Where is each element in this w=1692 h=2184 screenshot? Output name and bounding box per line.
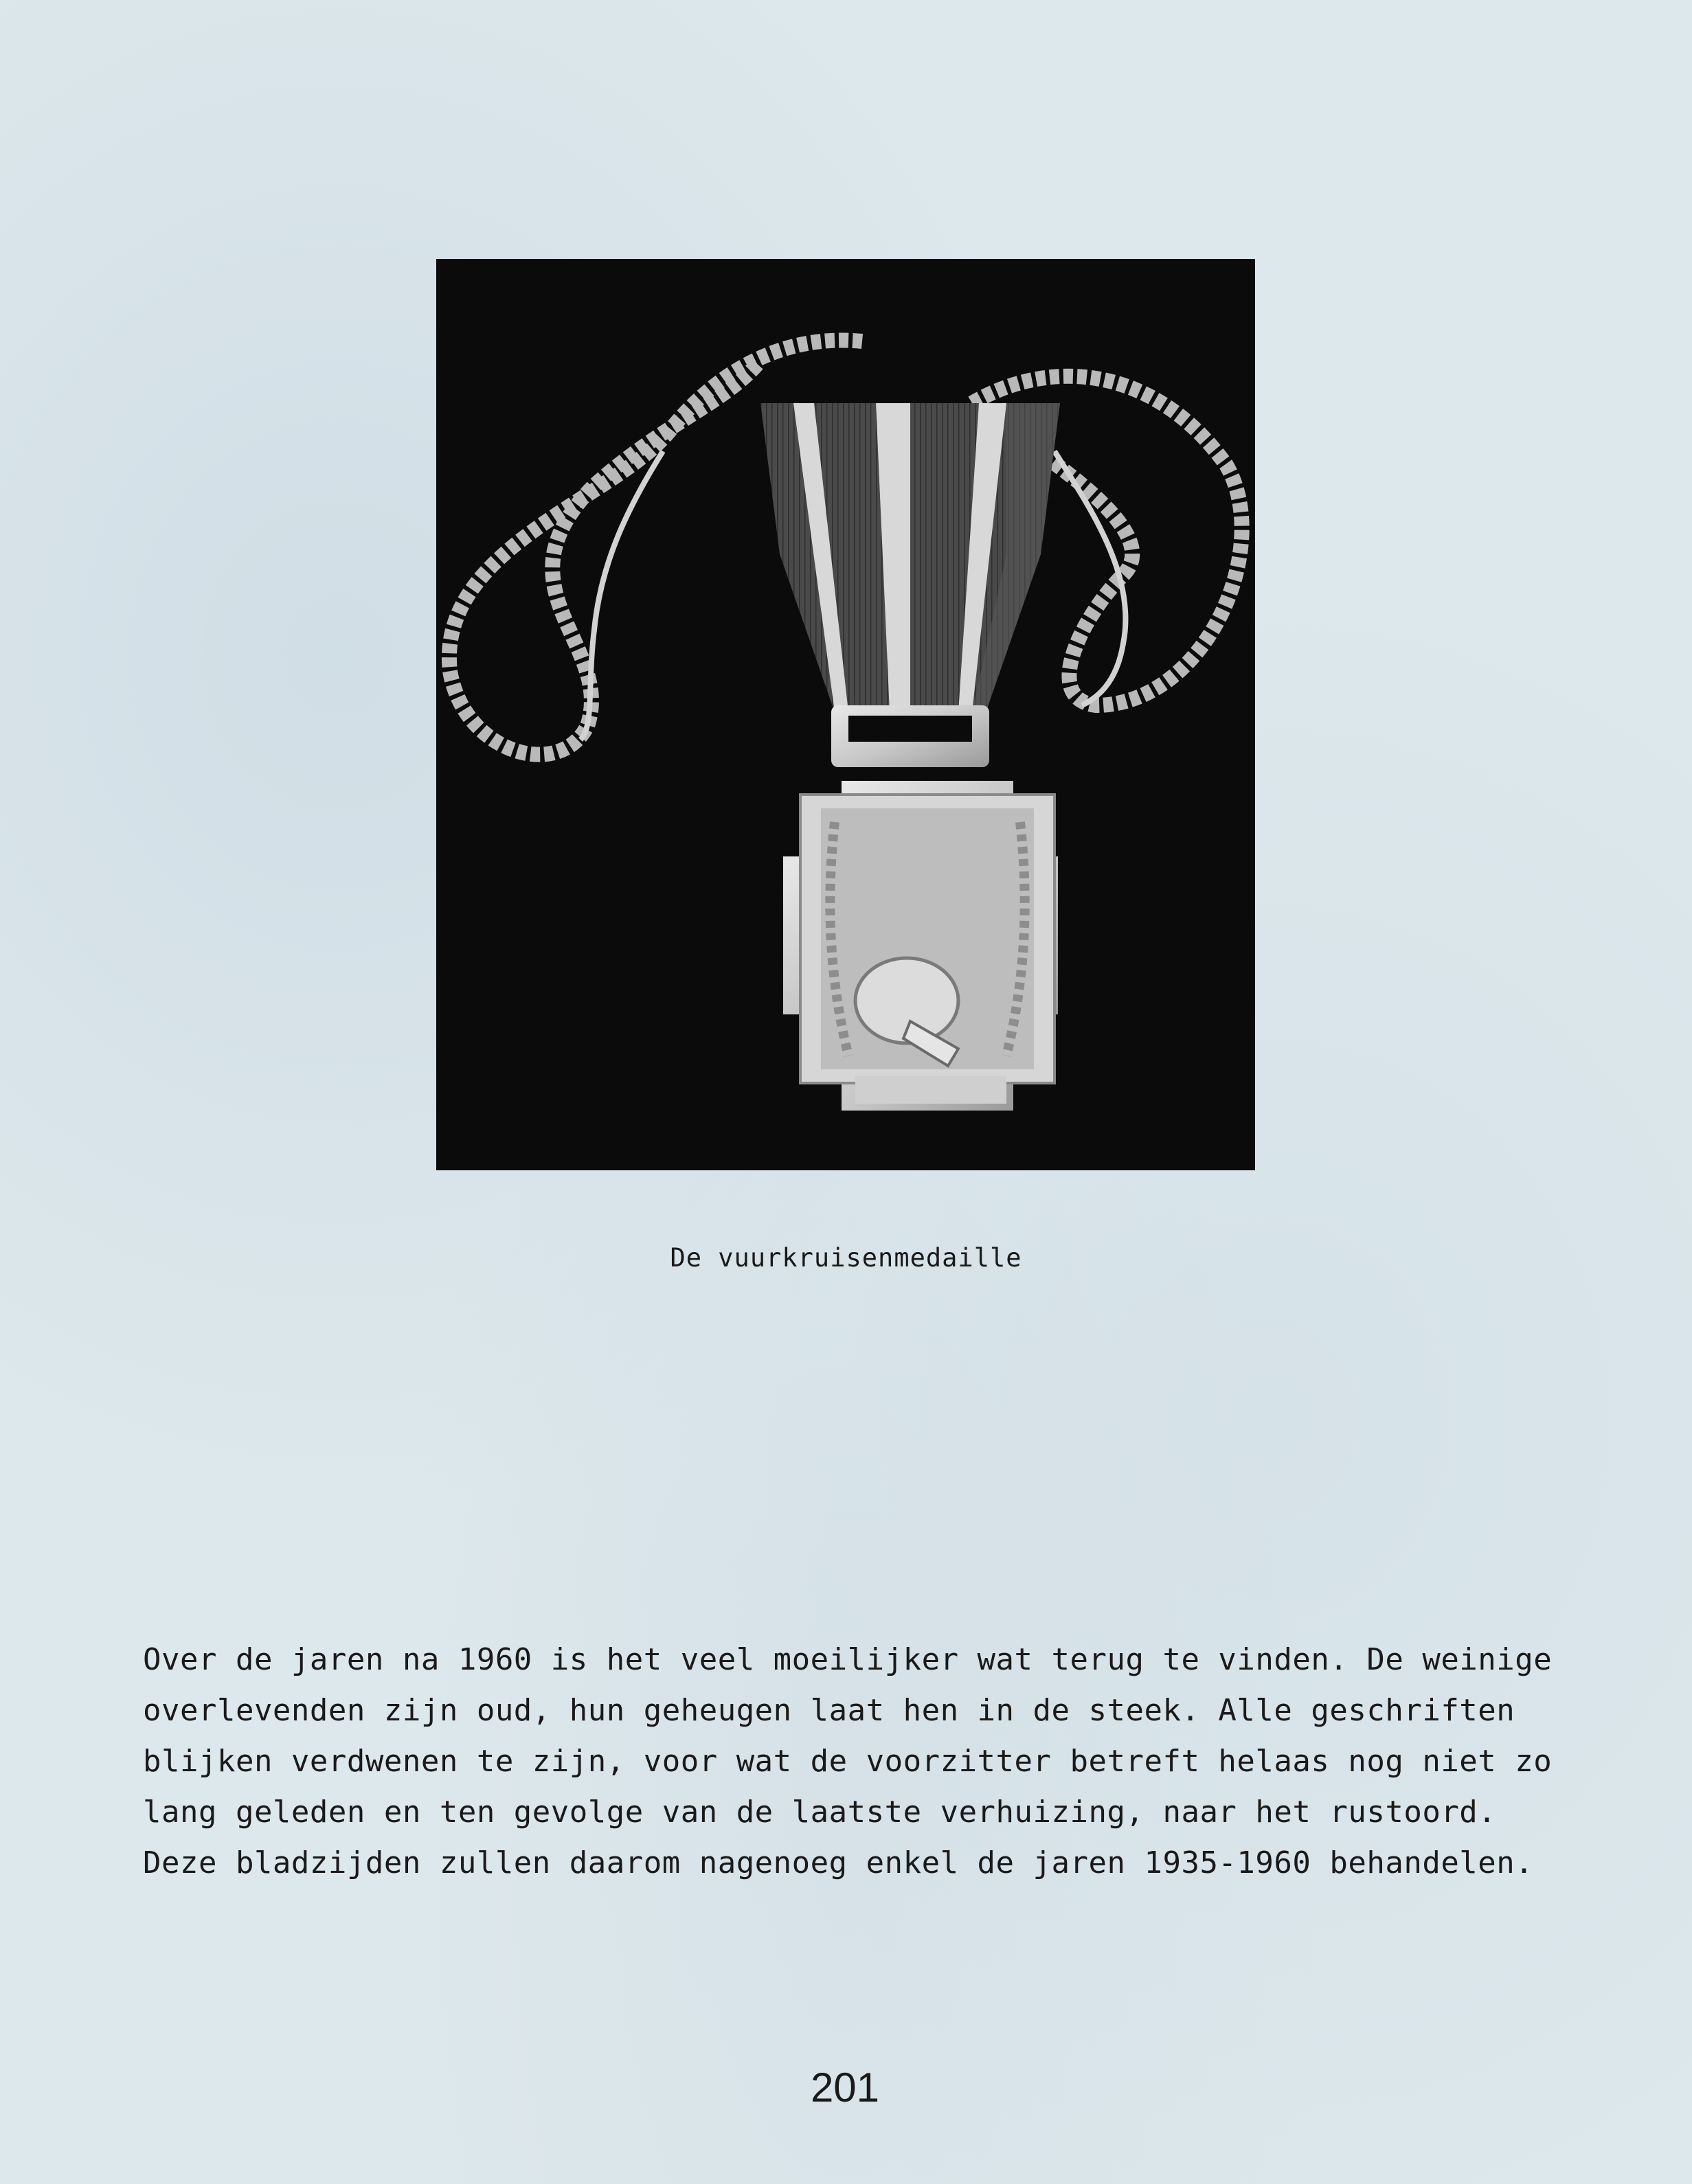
body-line: lang geleden en ten gevolge van de laatste verhuizing, naar het rustoord.: [143, 1795, 1497, 1830]
body-line: Over de jaren na 1960 is het veel moeilijker wat terug te vinden. De weinige: [143, 1642, 1553, 1677]
medal-illustration: [436, 259, 1255, 1170]
body-paragraph: [143, 1635, 1654, 1889]
body-line: Deze bladzijden zullen daarom nagenoeg enkel de jaren 1935-1960 behandelen.: [143, 1845, 1534, 1880]
body-line: blijken verdwenen te zijn, voor wat de voorzitter betreft helaas nog niet zo: [143, 1744, 1553, 1779]
page-number: 201: [810, 2064, 880, 2111]
figure-caption: De vuurkruisenmedaille: [670, 1243, 1022, 1273]
body-line: overlevenden zijn oud, hun geheugen laat hen in de steek. Alle geschriften: [143, 1693, 1515, 1728]
medal-photo: [436, 259, 1255, 1170]
